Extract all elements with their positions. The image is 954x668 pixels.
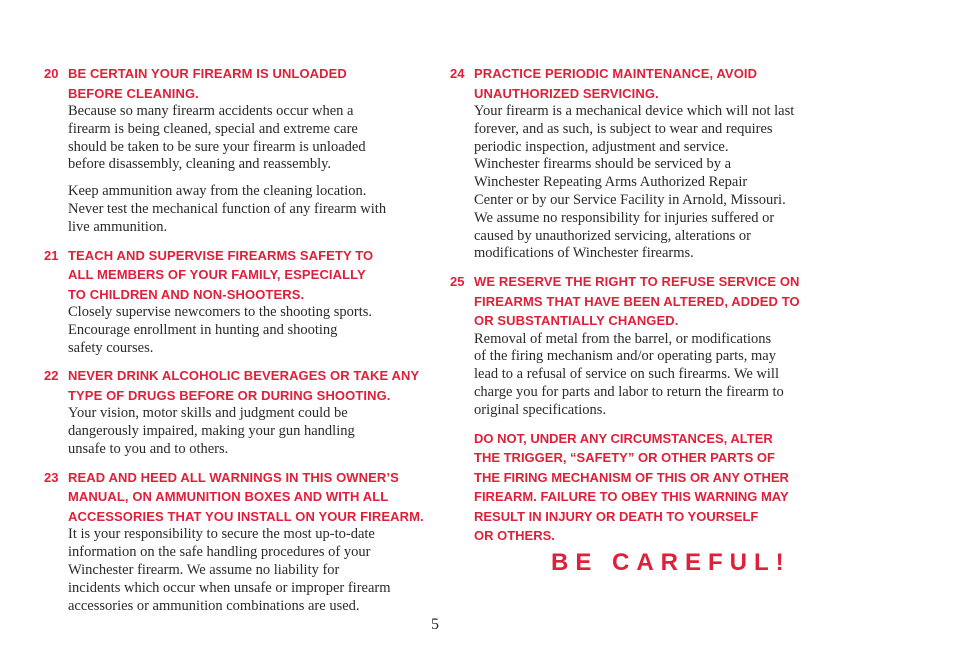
rule-paragraph: Because so many firearm accidents occur when a firearm is being cleaned, special and extreme care should be taken to be sure your firearm is unloaded before disassembly, cleaning and reassembly. [68,103,366,173]
rule-paragraph: Your vision, motor skills and judgment could be dangerously impaired, making your gun handling unsafe to you and to others. [68,405,355,458]
rule-heading: TEACH AND SUPERVISE FIREARMS SAFETY TO ALL MEMBERS OF YOUR FAMILY, ESPECIALLY TO CHILDREN AND NON-SHOOTERS. [68,247,374,302]
safety-rule-25 [450,272,842,419]
rule-paragraph: Closely supervise newcomers to the shooting sports. Encourage enrollment in hunting and shooting safety courses. [68,304,373,356]
safety-rule-24 [450,64,842,263]
rule-number: 23 [44,469,59,485]
left-column [44,64,436,624]
rule-number: 22 [44,368,59,384]
rule-paragraph: It is your responsibility to secure the most up-to-date information on the safe handling procedures of your Winchester firearm. We assume no liability for incidents which occur when unsafe or improper firearm accessories or ammunition combinations are used. [68,526,391,614]
safety-rule-21 [44,246,436,358]
rule-heading: READ AND HEED ALL WARNINGS IN THIS OWNER’S MANUAL, ON AMMUNITION BOXES AND WITH ALL ACCESSORIES THAT YOU INSTALL ON YOUR FIREARM. [68,469,424,524]
rule-heading: BE CERTAIN YOUR FIREARM IS UNLOADED BEFORE CLEANING. [68,66,347,101]
rule-paragraph: Your firearm is a mechanical device which will not last forever, and as such, is subject to wear and requires periodic inspection, adjustment and service. Winchester firearms should be serviced by a Winchester Repeating Arms Authorized Repair Center or by our Service Facility in Arnold, Missouri. We assume no responsibility for injuries suffered or caused by unauthorized servicing, alterations or modifications of Winchester firearms. [474,103,795,262]
modification-warning: DO NOT, UNDER ANY CIRCUMSTANCES, ALTER THE TRIGGER, “SAFETY” OR OTHER PARTS OF THE FIRING MECHANISM OF THIS OR ANY OTHER FIREARM. FAILURE TO OBEY THIS WARNING MAY RESULT IN INJURY OR DEATH TO YOURSELF OR OTHERS. [474,430,789,544]
rule-paragraph: Removal of metal from the barrel, or modifications of the firing mechanism and/or operating parts, may lead to a refusal of service on such firearms. We will charge you for parts and labor to return the firearm to original specifications. [474,330,784,418]
safety-rule-23 [44,468,436,615]
rule-heading: WE RESERVE THE RIGHT TO REFUSE SERVICE ON FIREARMS THAT HAVE BEEN ALTERED, ADDED TO OR SUBSTANTIALLY CHANGED. [474,274,800,329]
safety-rule-22 [44,366,436,458]
rule-paragraph: Keep ammunition away from the cleaning location. Never test the mechanical function of any firearm with live ammunition. [68,183,387,235]
rule-heading: PRACTICE PERIODIC MAINTENANCE, AVOID UNAUTHORIZED SERVICING. [474,66,758,101]
rule-number: 25 [450,274,465,290]
page-number: 5 [431,616,439,633]
safety-rule-20 [44,64,436,237]
rule-number: 21 [44,247,59,263]
rule-number: 20 [44,66,59,81]
rule-heading: NEVER DRINK ALCOHOLIC BEVERAGES OR TAKE ANY TYPE OF DRUGS BEFORE OR DURING SHOOTING. [68,368,420,403]
be-careful-banner: BE CAREFUL! [551,549,791,576]
rule-number: 24 [450,66,465,81]
right-column [450,64,842,546]
